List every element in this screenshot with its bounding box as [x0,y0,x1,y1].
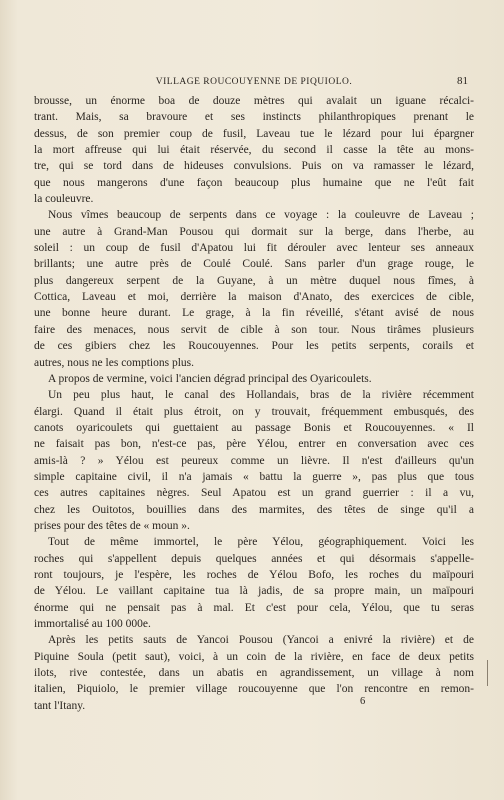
text-line: faire des menaces, nous servit de cible à son tour. Nous tirâmes plusieurs [34,323,474,336]
text-line: ne faisait pas bon, n'est-ce pas, père Yélou, entrer en conversation avec ces [34,438,474,451]
text-line: brousse, un énorme boa de douze mètres qui avalait un iguane récalci- [34,95,474,107]
text-line: roches qui s'appellent depuis quelques années et qui désormais s'appelle- [34,552,474,565]
text-line: de Yélou. Le vaillant capitaine tua là jadis, de sa propre main, un maïpouri [34,585,474,598]
page-number: 81 [457,75,468,87]
body-text [34,93,474,714]
text-line: simple capitaine civil, il n'a jamais « battu la guerre », pas plus que tous [34,470,474,483]
text-line: Cottica, Laveau et moi, derrière la maison d'Anato, des exercices de cible, [34,291,474,304]
text-line: ront toujours, je l'espère, les roches de Yélou Bofo, les roches du maïpouri [34,568,474,581]
text-line: immortalisé au 100 000e. [34,618,151,630]
text-line: amis-là ? » Yélou est peureux comme un lièvre. Il n'est d'ailleurs qu'un [34,454,474,467]
page-header [34,75,474,91]
text-line: tre, qui se tord dans de hideuses convulsions. Puis on va ramasser le lézard, [34,160,474,173]
text-line: dessus, de son premier coup de fusil, Laveau tue le lézard pour lui épargner [34,127,474,140]
text-line: canots oyaricoulets qui guettaient au passage Bonis et Roucouyennes. « Il [34,421,474,434]
text-line: trant. Mais, sa bravoure et ses instincts philanthropiques prenant le [34,111,474,124]
text-line: élargi. Quand il était plus étroit, on y trouvait, fréquemment embusqués, des [34,405,474,418]
text-line: ilots, rive contestée, dans un abatis en agrandissement, un village à nom [34,667,474,680]
text-line: Nous vîmes beaucoup de serpents dans ce voyage : la couleuvre de Laveau ; [48,209,474,222]
text-line: que nous mangerons d'une façon beaucoup plus humaine que ne l'eût fait [34,176,474,189]
text-line: soleil : un coup de fusil d'Apatou lui fit dérouler avec lenteur ses anneaux [34,242,474,255]
text-line: Tout de même immortel, le père Yélou, géographiquement. Voici les [48,536,474,549]
text-line: une bonne heure durant. Le grage, à la fin réveillé, s'étant avisé de nous [34,307,474,320]
text-line: prises pour des têtes de « moun ». [34,519,190,532]
text-line: Piquine Soula (petit saut), voici, à un coin de la rivière, en face de deux petits [34,650,474,663]
text-line: une autre à Grand-Man Pousou qui dormait sur la berge, dans l'herbe, au [34,225,474,238]
text-line: brillants; une autre près de Coulé Coulé. Sans parler d'un grage rouge, le [34,258,474,271]
text-line: italien, Piquiolo, le premier village roucouyenne que l'on rencontre en remon- [34,683,474,696]
margin-mark [487,660,488,686]
text-line: de ces gibiers chez les Roucouyennes. Pour les petits serpents, corails et [34,340,474,353]
text-line: plus dangereux serpent de la Guyane, à un mètre duquel nous fîmes, à [34,274,474,287]
text-line: énorme qui ne pensait pas à mal. Et c'est pour cela, Yélou, que tu seras [34,601,474,614]
text-line: ces autres capitaines nègres. Seul Apatou est un grand guerrier : il a vu, [34,487,474,500]
text-line: chez les Ouitotos, bouillies dans des marmites, des têtes de singe qu'il a [34,503,474,516]
text-line: autres, nous ne les comptions plus. [34,356,195,369]
text-line: Un peu plus haut, le canal des Hollandais, bras de la rivière récemment [48,389,474,402]
running-title: VILLAGE ROUCOUYENNE DE PIQUIOLO. [155,77,353,87]
text-line: Après les petits sauts de Yancoi Pousou (Yancoi a enivré la rivière) et de [48,634,474,647]
text-line: tant l'Itany. [34,699,86,712]
signature-mark: 6 [360,696,366,707]
text-line: A propos de vermine, voici l'ancien dégrad principal des Oyaricoulets. [48,372,372,385]
text-line: la couleuvre. [34,193,94,206]
text-line: la mort affreuse qui lui était réservée, du second il casse la tête au mons- [34,144,474,157]
